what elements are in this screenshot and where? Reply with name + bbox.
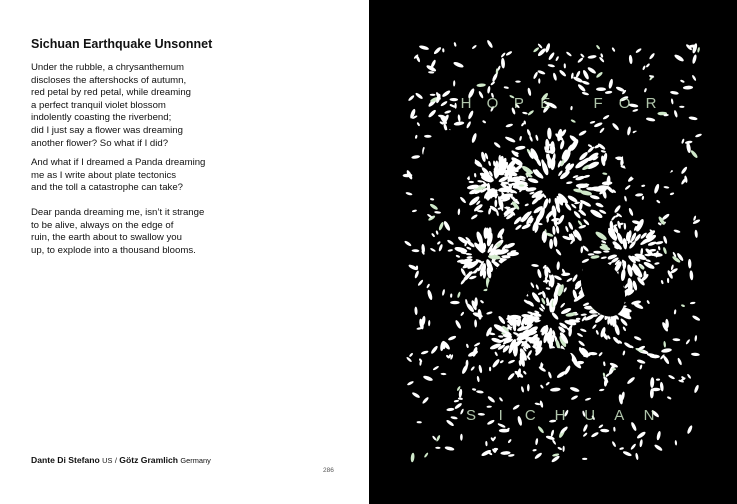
- author-country: US: [102, 456, 113, 465]
- poem-line: me as I write about plate tectonics: [31, 169, 177, 181]
- right-page: [369, 0, 737, 504]
- poster-bottom-letter: A: [614, 407, 625, 424]
- stanza-3: [31, 207, 204, 257]
- poem-line: another flower? So what if I did?: [31, 137, 169, 149]
- poster-bottom-letter: H: [554, 407, 566, 424]
- poem-line: red petal by red petal, while dreaming: [31, 87, 191, 99]
- poem-line: a perfect tranquil violet blossom: [31, 99, 166, 111]
- petal: [596, 87, 606, 91]
- poem-line: discloses the aftershocks of autumn,: [31, 74, 187, 86]
- petal: [582, 458, 587, 460]
- page-number: 286: [323, 467, 334, 474]
- stanza-2: [31, 157, 205, 195]
- panda-right-ear: [623, 128, 675, 184]
- poster-bottom-letter: N: [643, 407, 655, 424]
- poem-line: Dear panda dreaming me, isn’t it strange: [31, 207, 205, 218]
- poster-bottom-letter: S: [465, 407, 477, 424]
- panda-petal-illustration: [401, 38, 705, 466]
- poster-top-letter: O: [618, 95, 631, 112]
- poem-line: did I just say a flower was dreaming: [31, 124, 183, 136]
- poster-bottom-letter: I: [498, 407, 503, 424]
- author-name: Dante Di Stefano: [31, 455, 100, 465]
- poster-top-letter: P: [513, 95, 524, 112]
- petal: [549, 239, 553, 249]
- poster-bottom-letter: U: [584, 407, 596, 424]
- poem-line: and the toll a catastrophe can take?: [31, 182, 184, 194]
- poster-artwork: [401, 38, 705, 466]
- petal: [644, 271, 647, 279]
- designer-name: Götz Gramlich: [119, 455, 179, 465]
- designer-country: Germany: [180, 456, 211, 465]
- poster-top-letter: E: [540, 95, 551, 112]
- poster-top-letter: F: [593, 95, 603, 112]
- stanza-1: [31, 62, 191, 150]
- poem-line: ruin, the earth about to swallow you: [31, 232, 182, 244]
- poem-line: And what if I dreamed a Panda dreaming: [31, 157, 206, 168]
- panda-nose: [540, 348, 572, 368]
- petal: [450, 301, 460, 304]
- petal: [489, 367, 491, 372]
- poem-line: to be alive, always on the edge of: [31, 219, 174, 231]
- credit-line: [31, 455, 211, 465]
- poem-line: up, to explode into a thousand blooms.: [31, 244, 196, 256]
- petal: [538, 78, 540, 83]
- poem-line: Under the rubble, a chrysanthemum: [31, 62, 185, 73]
- panda-left-ear: [423, 130, 475, 186]
- petal: [416, 266, 418, 270]
- poem-line: indolently coasting the riverbend;: [31, 112, 172, 124]
- credit-separator: /: [114, 456, 117, 465]
- poster-top-letter: H: [460, 95, 472, 112]
- poem-title: Sichuan Earthquake Unsonnet: [31, 37, 213, 51]
- poster-bottom-letter: C: [524, 407, 536, 424]
- poster-top-letter: O: [486, 95, 499, 112]
- poster-top-letter: R: [645, 95, 657, 112]
